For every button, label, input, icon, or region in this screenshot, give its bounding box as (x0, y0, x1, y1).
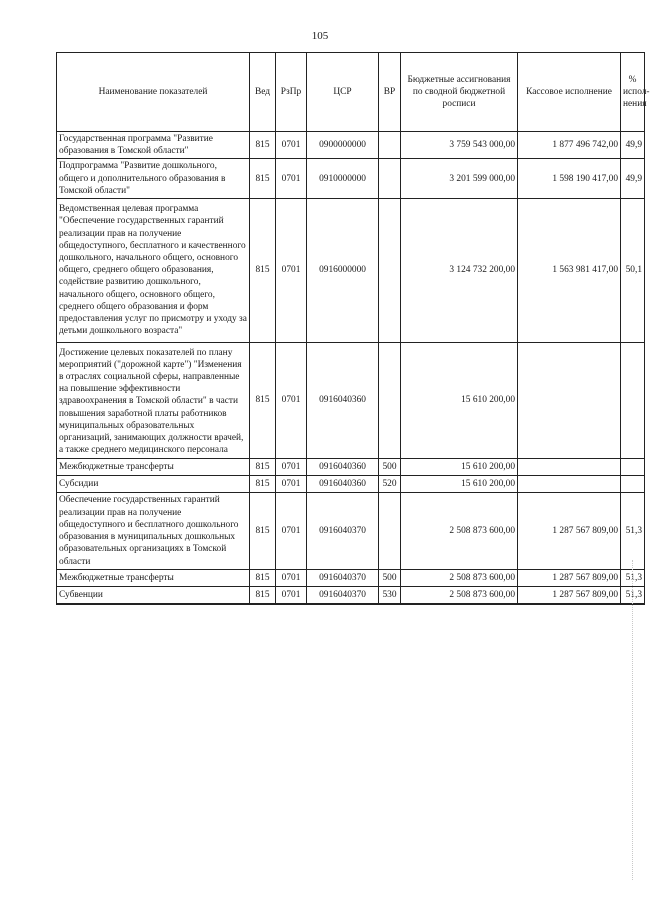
row-csr: 0916040370 (307, 586, 379, 604)
row-vr: 500 (379, 459, 401, 476)
row-name: Субсидии (57, 476, 250, 493)
row-cash: 1 563 981 417,00 (518, 199, 621, 342)
table-row (57, 586, 645, 604)
row-cash (518, 476, 621, 493)
row-cash: 1 287 567 809,00 (518, 493, 621, 569)
header-cash: Кассовое исполнение (518, 53, 621, 132)
row-vr (379, 493, 401, 569)
row-vr (379, 132, 401, 159)
row-budget: 2 508 873 600,00 (401, 493, 518, 569)
row-name: Обеспечение государственных гарантий реализации прав на получение общедоступного и бесплатного дошкольного образования в муниципальных дошкольных образовательных организациях в Томской области (57, 493, 250, 569)
header-vr: ВР (379, 53, 401, 132)
header-ved: Вед (250, 53, 276, 132)
row-vr: 530 (379, 586, 401, 604)
row-rzpr: 0701 (276, 342, 307, 459)
row-name: Государственная программа "Развитие образования в Томской области" (57, 132, 250, 159)
table-row (57, 569, 645, 586)
row-budget: 3 201 599 000,00 (401, 159, 518, 199)
row-cash: 1 287 567 809,00 (518, 586, 621, 604)
header-budget: Бюджетные ассигнования по сводной бюджетной росписи (401, 53, 518, 132)
row-cash (518, 342, 621, 459)
row-cash: 1 287 567 809,00 (518, 569, 621, 586)
row-ved: 815 (250, 159, 276, 199)
table-header-row (57, 53, 645, 132)
row-rzpr: 0701 (276, 459, 307, 476)
row-name: Межбюджетные трансферты (57, 459, 250, 476)
row-percent: 50,1 (621, 199, 645, 342)
table-row (57, 159, 645, 199)
row-percent: 49,9 (621, 159, 645, 199)
row-csr: 0916040360 (307, 459, 379, 476)
row-csr: 0916040370 (307, 493, 379, 569)
row-csr: 0916040360 (307, 476, 379, 493)
header-csr: ЦСР (307, 53, 379, 132)
row-budget: 15 610 200,00 (401, 459, 518, 476)
row-rzpr: 0701 (276, 159, 307, 199)
row-budget: 2 508 873 600,00 (401, 586, 518, 604)
budget-execution-table (56, 52, 650, 605)
row-ved: 815 (250, 569, 276, 586)
row-vr: 520 (379, 476, 401, 493)
row-csr: 0900000000 (307, 132, 379, 159)
row-ved: 815 (250, 459, 276, 476)
row-rzpr: 0701 (276, 569, 307, 586)
row-vr (379, 342, 401, 459)
row-vr: 500 (379, 569, 401, 586)
row-cash (518, 459, 621, 476)
scan-artifact-line (632, 560, 633, 880)
table-row (57, 342, 645, 459)
header-name: Наименование показателей (57, 53, 250, 132)
row-vr (379, 199, 401, 342)
table-row (57, 199, 645, 342)
table-row (57, 493, 645, 569)
row-budget: 15 610 200,00 (401, 342, 518, 459)
row-name: Подпрограмма "Развитие дошкольного, общего и дополнительного образования в Томской области" (57, 159, 250, 199)
row-percent: 51,3 (621, 493, 645, 569)
row-ved: 815 (250, 132, 276, 159)
table-row (57, 459, 645, 476)
row-rzpr: 0701 (276, 476, 307, 493)
row-csr: 0916040370 (307, 569, 379, 586)
row-percent: 49,9 (621, 132, 645, 159)
row-ved: 815 (250, 342, 276, 459)
row-ved: 815 (250, 493, 276, 569)
header-rzpr: РзПр (276, 53, 307, 132)
row-csr: 0910000000 (307, 159, 379, 199)
row-percent: 51,3 (621, 586, 645, 604)
row-csr: 0916000000 (307, 199, 379, 342)
row-rzpr: 0701 (276, 199, 307, 342)
row-csr: 0916040360 (307, 342, 379, 459)
row-budget: 2 508 873 600,00 (401, 569, 518, 586)
row-ved: 815 (250, 199, 276, 342)
row-name: Межбюджетные трансферты (57, 569, 250, 586)
row-budget: 15 610 200,00 (401, 476, 518, 493)
row-name: Достижение целевых показателей по плану мероприятий ("дорожной карте") "Изменения в отраслях социальной сферы, направленные на повышение эффективности здравоохранения в Томской области" в части повышения заработной платы работников муниципальных образовательных организаций, занимающих должности врачей, а также среднего медицинского персонала (57, 342, 250, 459)
row-vr (379, 159, 401, 199)
row-budget: 3 759 543 000,00 (401, 132, 518, 159)
row-rzpr: 0701 (276, 493, 307, 569)
header-percent: % испол-нения (621, 53, 645, 132)
row-name: Ведомственная целевая программа "Обеспечение государственных гарантий реализации прав на получение общедоступного, бесплатного и качественного дошкольного, начального общего, основного общего, среднего общего образования, содействие развитию дошкольного, начального общего, основного общего, среднего общего образования и форм предоставления услуг по присмотру и уходу за детьми дошкольного возраста" (57, 199, 250, 342)
row-cash: 1 877 496 742,00 (518, 132, 621, 159)
row-rzpr: 0701 (276, 586, 307, 604)
table-row (57, 132, 645, 159)
page-number: 105 (311, 30, 329, 42)
row-cash: 1 598 190 417,00 (518, 159, 621, 199)
row-name: Субвенции (57, 586, 250, 604)
row-percent (621, 476, 645, 493)
table-row (57, 476, 645, 493)
row-percent (621, 342, 645, 459)
row-percent (621, 459, 645, 476)
row-budget: 3 124 732 200,00 (401, 199, 518, 342)
row-rzpr: 0701 (276, 132, 307, 159)
row-ved: 815 (250, 476, 276, 493)
row-percent: 51,3 (621, 569, 645, 586)
row-ved: 815 (250, 586, 276, 604)
